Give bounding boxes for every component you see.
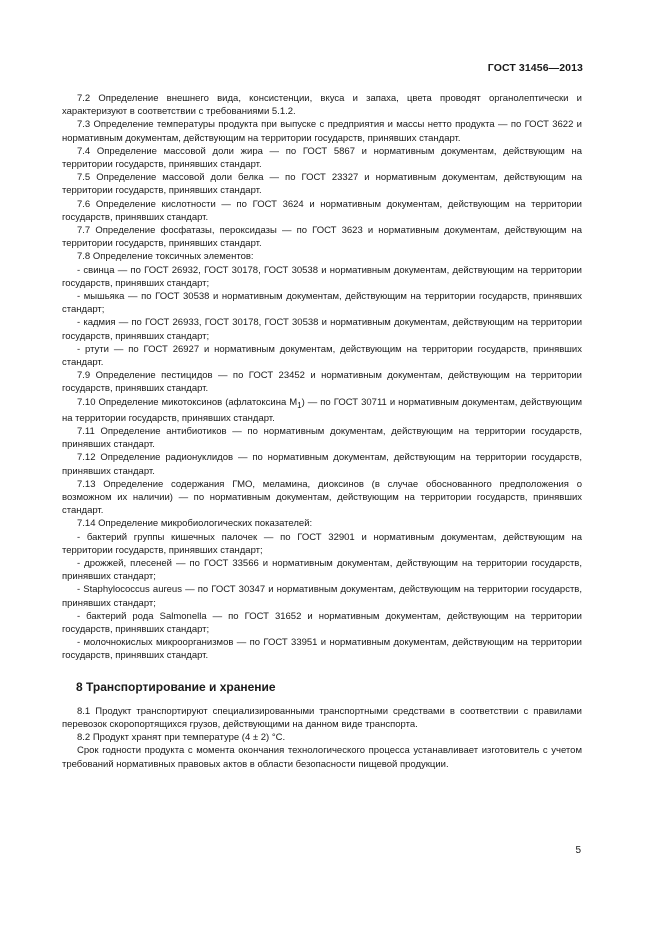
paragraph-7-5: 7.5 Определение массовой доли белка — по ГОСТ 23327 и нормативным документам, действующим на территории государств, принявших стандарт. [62,172,582,197]
list-item-yeast-mold: - дрожжей, плесеней — по ГОСТ 33566 и нормативным документам, действующим на территории государств, принявших стандарт; [62,558,582,583]
paragraph-8-2: 8.2 Продукт хранят при температуре (4 ± 2) °С. [77,732,286,744]
paragraph-7-4: 7.4 Определение массовой доли жира — по ГОСТ 5867 и нормативным документам, действующим на территории государств, принявших стандарт. [62,145,582,171]
list-item-arsenic: - мышьяка — по ГОСТ 30538 и нормативным документам, действующим на территории государств, принявших стандарт; [62,291,582,316]
paragraph-7-14: 7.14 Определение микробиологических показателей: [77,518,313,530]
page-number: 5 [575,845,581,856]
paragraph-7-11: 7.11 Определение антибиотиков — по нормативным документам, действующим на территории государств, принявших стандарт. [62,425,582,451]
paragraph-7-13: 7.13 Определение содержания ГМО, меламина, диоксинов (в случае обоснованного предположения о возможном их наличии) — по нормативным документам, действующим на территории государств, принявших стандарт. [62,478,582,517]
paragraph-7-2: 7.2 Определение внешнего вида, консистенции, вкуса и запаха, цвета проводят органолептически и характеризуют в соответствии с требованиями 5.1.2. [62,93,582,118]
list-item-mercury: - ртути — по ГОСТ 26927 и нормативным документам, действующим на территории государств, принявших стандарт. [62,343,582,369]
list-item-lactic: - молочнокислых микроорганизмов — по ГОСТ 33951 и нормативным документам, действующим на территории государств, принявших стандарт. [62,637,582,662]
paragraph-7-8: 7.8 Определение токсичных элементов: [77,251,254,263]
paragraph-7-12: 7.12 Определение радионуклидов — по нормативным документам, действующим на территории государств, принявших стандарт. [62,452,582,477]
document-body [62,92,582,771]
paragraph-7-6: 7.6 Определение кислотности — по ГОСТ 3624 и нормативным документам, действующим на территории государств, принявших стандарт. [62,198,582,223]
subscript-1: 1 [297,400,302,410]
paragraph-shelf-life: Срок годности продукта с момента окончания технологического процесса устанавливает изготовитель с учетом требований нормативных правовых актов в области безопасности пищевой продукции. [62,745,582,770]
paragraph-7-10-start: 7.10 Определение микотоксинов (афлатоксина M [77,396,298,408]
list-item-cadmium: - кадмия — по ГОСТ 26933, ГОСТ 30178, ГОСТ 30538 и нормативным документам, действующим на территории государств, принявших стандарт; [62,317,582,342]
paragraph-7-10-end: ) — по ГОСТ 30711 и нормативным документам, действующим на территории государств, принявших стандарт. [62,396,582,424]
list-item-staphylococcus: - Staphylococcus aureus — по ГОСТ 30347 и нормативным документам, действующим на территории государств, принявших стандарт; [62,584,582,609]
standard-code: ГОСТ 31456—2013 [487,62,583,74]
paragraph-7-7: 7.7 Определение фосфатазы, пероксидазы — по ГОСТ 3623 и нормативным документам, действующим на территории государств, принявших стандарт. [62,225,582,250]
list-item-lead: - свинца — по ГОСТ 26932, ГОСТ 30178, ГОСТ 30538 и нормативным документам, действующим на территории государств, принявших стандарт; [62,264,582,289]
list-item-coliform: - бактерий группы кишечных палочек — по ГОСТ 32901 и нормативным документам, действующим на территории государств, принявших стандарт; [62,531,582,556]
section-8-title: 8 Транспортирование и хранение [76,679,276,694]
paragraph-7-3: 7.3 Определение температуры продукта при выпуске с предприятия и массы нетто продукта — по ГОСТ 3622 и нормативным документам, действующим на территории государств, принявших стандарт. [62,119,582,144]
paragraph-8-1: 8.1 Продукт транспортируют специализированными транспортными средствами в соответствии с правилами перевозок скоропортящихся грузов, действующими на данном виде транспорта. [62,705,582,731]
paragraph-7-9: 7.9 Определение пестицидов — по ГОСТ 23452 и нормативным документам, действующим на территории государств, принявших стандарт. [62,370,582,395]
paragraph-7-10 [62,396,582,425]
list-item-salmonella: - бактерий рода Salmonella — по ГОСТ 31652 и нормативным документам, действующим на территории государств, принявших стандарт; [62,610,582,636]
